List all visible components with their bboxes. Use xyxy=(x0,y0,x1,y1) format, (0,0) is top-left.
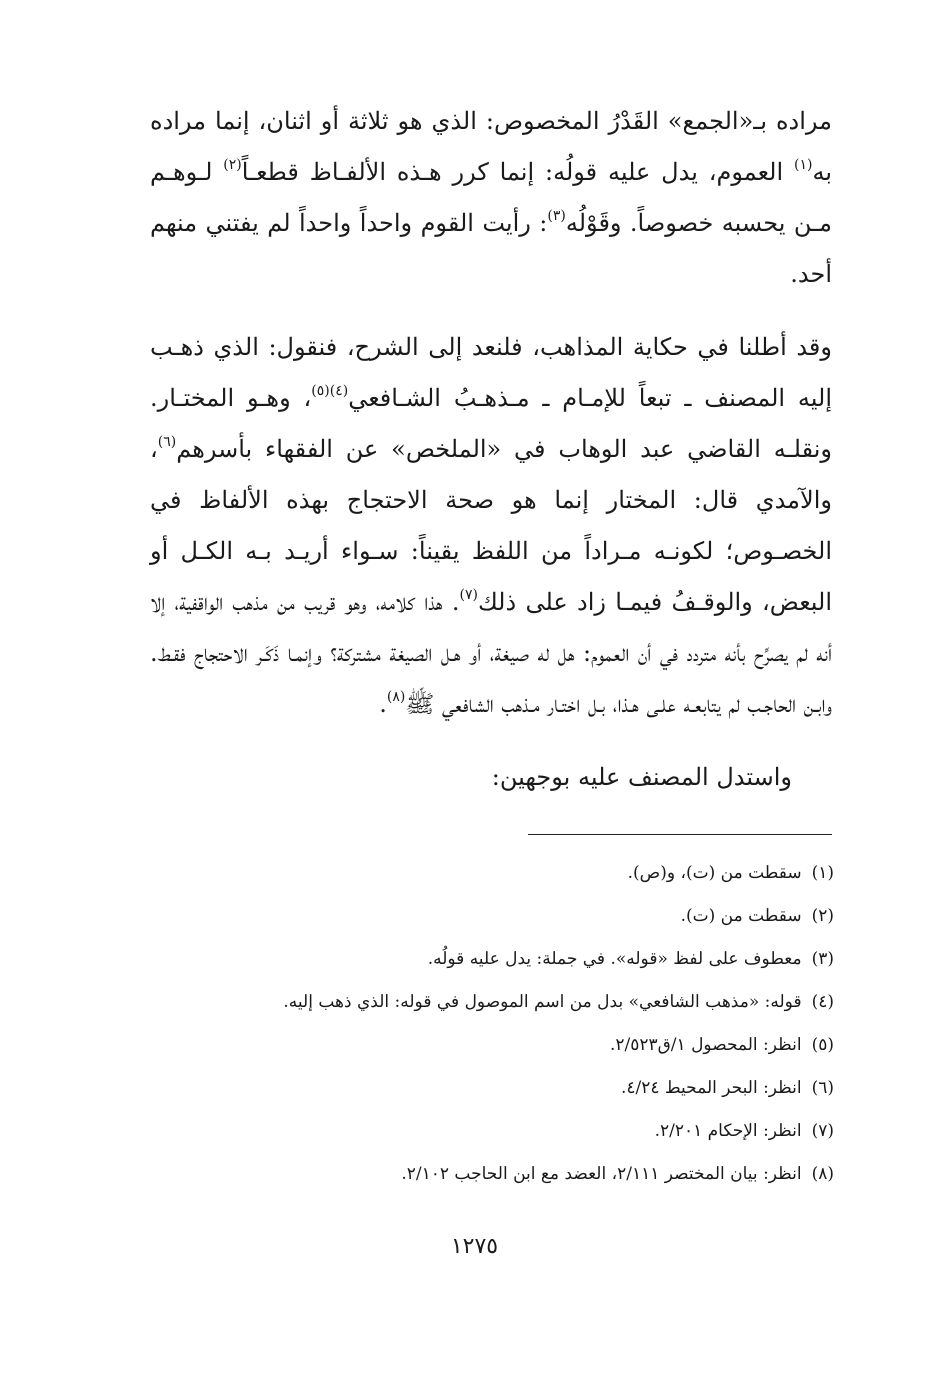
footnote-item xyxy=(150,1153,834,1196)
text-segment: لـوهـم مـن يحسبه خصوصاً. وقَوْلُه xyxy=(150,158,832,237)
footnotes xyxy=(150,852,834,1196)
footnote-text: انظر: المحصول ١/ق٢/٥٢٣. xyxy=(609,1035,802,1055)
footnote-text: سقطت من (ت)، و(ص). xyxy=(627,863,802,883)
footnote-item xyxy=(150,1067,834,1110)
paragraph-3: واستدل المصنف عليه بوجهين: xyxy=(491,763,792,791)
text-segment: : رأيت القوم واحداً واحداً لم يفتني منهم أحد. xyxy=(150,209,832,288)
footnote-ref-7: (٧) xyxy=(459,587,478,603)
footnote-ref-2: (٢) xyxy=(223,157,242,173)
footnote-number: (٧) xyxy=(811,1121,834,1141)
footnote-text: سقطت من (ت). xyxy=(680,906,802,926)
footnote-number: (٦) xyxy=(811,1078,834,1098)
footnote-item xyxy=(150,895,834,938)
main-text xyxy=(150,96,832,803)
footnote-number: (٤) xyxy=(811,992,834,1012)
footnote-number: (١) xyxy=(811,863,834,883)
footnote-item xyxy=(150,852,834,895)
footnote-item xyxy=(150,1110,834,1153)
footnote-text: انظر: بيان المختصر ٢/١١١، العضد مع ابن الحاجب ٢/١٠٢. xyxy=(401,1164,802,1184)
text-segment: وقد أطلنا في حكاية المذاهب، فلنعد إلى الشرح، فنقول: الذي ذهـب إليه المصنف ـ تبعاً للإمـام ـ مـذهـبُ الشـافعي xyxy=(150,333,832,412)
paragraph-1 xyxy=(150,96,832,300)
footnote-item xyxy=(150,1024,834,1067)
footnote-text: انظر: الإحكام ٢/٢٠١. xyxy=(654,1121,802,1141)
text-segment: . xyxy=(379,690,387,718)
footnote-separator xyxy=(528,834,832,835)
paragraph-2 xyxy=(150,322,832,730)
footnote-text: قوله: «مذهب الشافعي» بدل من اسم الموصول في قوله: الذي ذهب إليه. xyxy=(283,992,802,1012)
footnote-item xyxy=(150,981,834,1024)
footnote-number: (٣) xyxy=(811,949,834,969)
page-number: ١٢٧٥ xyxy=(450,1234,499,1259)
footnote-text: انظر: البحر المحيط ٤/٢٤. xyxy=(620,1078,802,1098)
footnote-ref-8: (٨) xyxy=(386,689,406,705)
footnote-number: (٨) xyxy=(811,1164,834,1184)
footnote-ref-4-5: (٤)(٥) xyxy=(311,383,349,399)
footnote-ref-1: (١) xyxy=(794,157,813,173)
footnote-number: (٥) xyxy=(811,1035,834,1055)
footnote-ref-6: (٦) xyxy=(157,434,177,450)
footnote-ref-3: (٣) xyxy=(547,208,566,224)
footnote-item xyxy=(150,938,834,981)
footnote-number: (٢) xyxy=(811,906,834,926)
text-segment: . هذا كلامه، وهو قريب من مذهب الواقفية، إلا أنه لم يصرِّح بأنه متردد في أن العموم: هل له صيغة، أو هـل الصيغة مشتركة؟ وإنمـا ذَكَـر الاحتجاج فقـط. وابـن الحاجـب لم يتابعـه علـى هـذا، بـل اختـار مـذهب الشافعي ﷺ xyxy=(150,588,833,718)
text-segment: العموم، يدل عليه قولُه: إنما كرر هـذه الألفـاظ قطعـاً xyxy=(241,158,794,186)
text-segment: مراده بـ«الجمع» القَدْرُ المخصوص: الذي هو ثلاثة أو اثنان، إنما مراده به xyxy=(150,107,833,186)
text-segment: ، وهـو المختـار. ونقلـه القاضي عبد الوهاب في «الملخص» عن الفقهاء بأسرهم xyxy=(150,384,832,463)
footnote-text: معطوف على لفظ «قوله». في جملة: يدل عليه قولُه. xyxy=(427,949,802,969)
text-segment: ، والآمدي قال: المختار إنما هو صحة الاحتجاج بهذه الألفاظ في الخصـوص؛ لكونـه مـراداً من اللفظ يقيناً: سـواء أريـد بـه الكـل أو البعض، والوقـفُ فيمـا زاد على ذلك xyxy=(150,435,832,616)
